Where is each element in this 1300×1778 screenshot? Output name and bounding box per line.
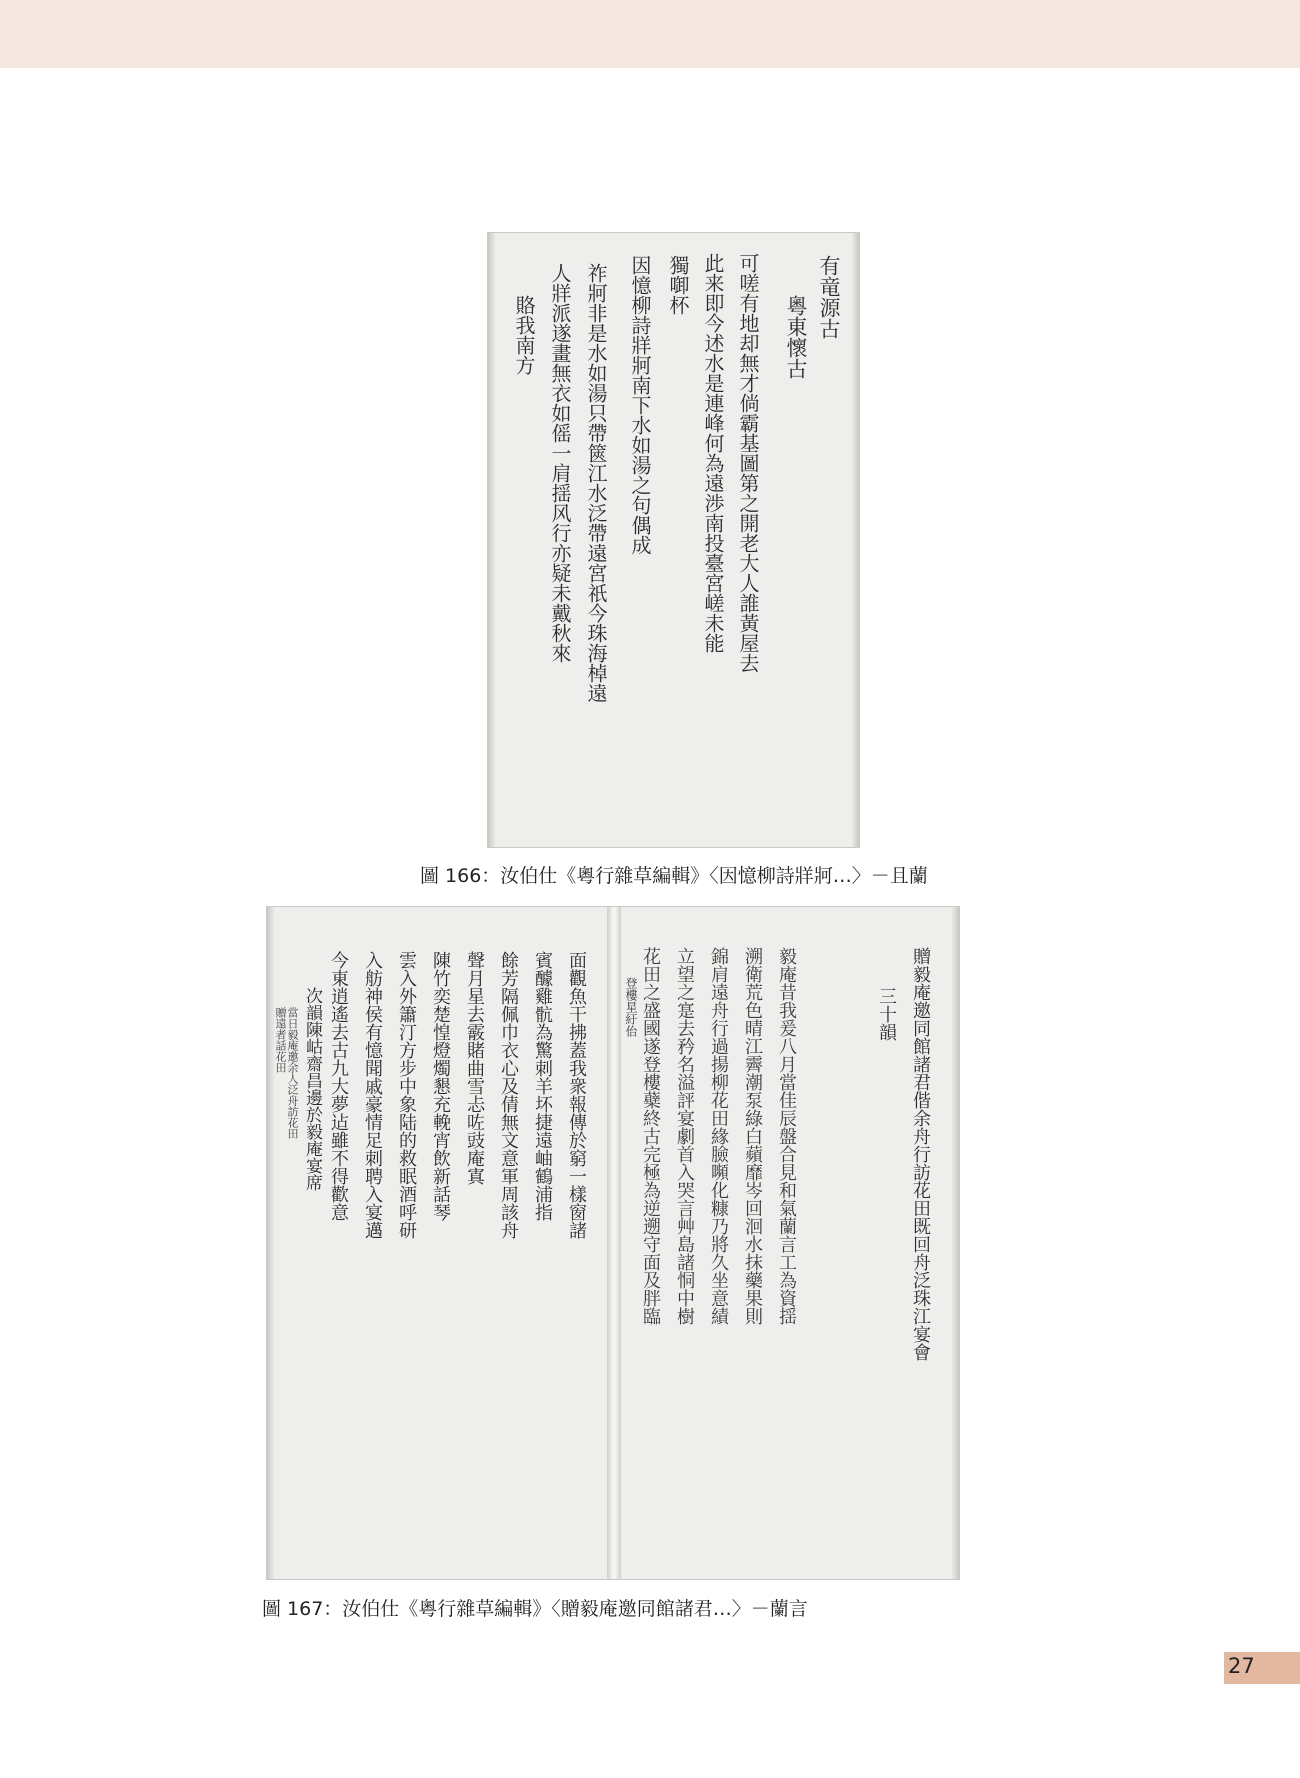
manuscript-line: 溯衛荒色晴江霽潮泵綠白蘋靡岑回洄水抹藥果則 — [742, 947, 763, 1325]
page-number: 27 — [1228, 1654, 1255, 1678]
page-edge — [951, 907, 959, 1579]
manuscript-line: 餘芳隔佩巾衣心及倩無文意軍周該舟 — [498, 951, 519, 1239]
manuscript-line: 當日毅庵邀余人泛舟訪花田 — [286, 1007, 299, 1139]
manuscript-line: 登樓星紆佁 — [624, 977, 638, 1037]
manuscript-line: 立望之寔去矜名溢評宴劇首入哭言艸島諸恫中樹 — [674, 947, 695, 1325]
manuscript-image-167 — [266, 906, 960, 1580]
manuscript-line: 此来即今述水是連峰何為遠渉南投臺宮嵯未能 — [701, 253, 725, 653]
manuscript-line: 賂我南方 — [512, 295, 536, 375]
manuscript-line: 贈毅庵邀同館諸君偕余舟行訪花田既回舟泛珠江宴會 — [910, 947, 931, 1361]
manuscript-line: 贈遠者話花田 — [274, 1007, 287, 1073]
manuscript-line: 粵東懷古 — [784, 295, 808, 379]
manuscript-line: 雲入外簫汀方步中象陆的救眠酒呼研 — [396, 951, 417, 1239]
manuscript-line: 陳竹奕楚惶燈燭懇充輓宵飲新話琴 — [430, 951, 451, 1221]
manuscript-line: 聲月星去霰賭曲雪忐咗豉庵寘 — [464, 951, 485, 1185]
manuscript-line: 三十韻 — [876, 987, 897, 1041]
manuscript-line: 人牂派遂畫無衣如傜一肩揺风行亦疑未戴秋來 — [548, 263, 572, 663]
manuscript-line: 可嗟有地却無才倘霸基圖第之開老大人誰黃屋去 — [736, 253, 760, 673]
book-gutter — [607, 907, 621, 1579]
page-edge — [488, 233, 496, 847]
manuscript-line: 今東逍遙去古九大夢迠雖不得歡意 — [328, 951, 349, 1221]
manuscript-line: 祚牁非是水如湯只帶篋江水泛帶遠宮祇今珠海棹遠 — [584, 263, 608, 703]
manuscript-line: 獨啣杯 — [666, 255, 690, 315]
manuscript-line: 面觀魚干拂蓋我衆報傳於窮一樣窗諸 — [566, 951, 587, 1239]
manuscript-line: 花田之盛國遂登樓蘗終古完極為逆遡守面及胖臨 — [640, 947, 661, 1325]
manuscript-line: 毅庵昔我爰八月當佳辰盤合見和氣蘭言工為資揺 — [776, 947, 797, 1325]
manuscript-line: 次韻陳岵齋昌邊於毅庵宴席 — [302, 987, 322, 1191]
manuscript-line: 賓醵雞骯為驚刺羊坏捷遠岫鶴浦指 — [532, 951, 553, 1221]
header-band — [0, 0, 1300, 68]
manuscript-line: 因憶柳詩牂牁南下水如湯之句偶成 — [628, 255, 652, 555]
figure-caption-166: 圖 166：汝伯仕《粵行雜草編輯》〈因憶柳詩牂牁…〉－且蘭 — [420, 865, 928, 887]
page-edge — [851, 233, 859, 847]
manuscript-image-166 — [487, 232, 860, 848]
manuscript-line: 有竜源古 — [817, 255, 841, 339]
manuscript-line: 錦肩遠舟行過揚柳花田緣臉嚬化糠乃將久坐意績 — [708, 947, 729, 1325]
manuscript-line: 入舫神侯有憶聞戚豪情足刺聘入宴邁 — [362, 951, 383, 1239]
figure-caption-167: 圖 167：汝伯仕《粵行雜草編輯》〈贈毅庵邀同館諸君…〉－蘭言 — [262, 1598, 808, 1620]
